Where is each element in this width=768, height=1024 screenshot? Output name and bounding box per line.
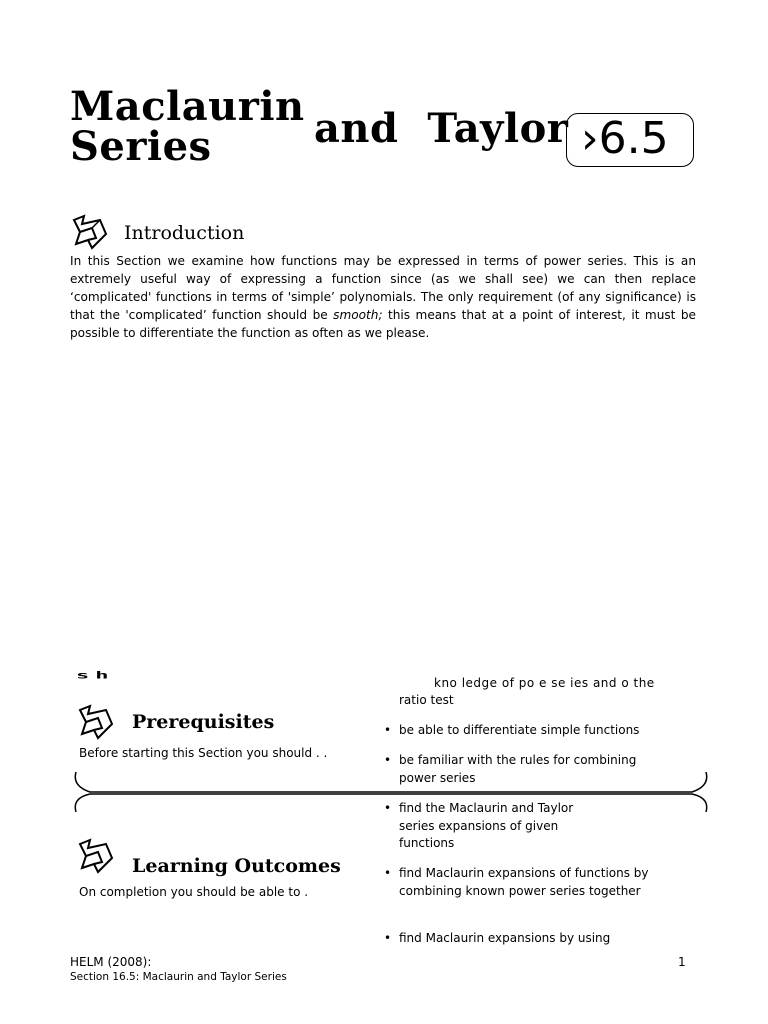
- garbled-ratio-test: ratio test: [399, 693, 454, 707]
- learning-outcomes-icon: [76, 838, 116, 874]
- prerequisites-heading: Prerequisites: [132, 711, 275, 733]
- prerequisites-icon: [76, 704, 116, 740]
- intro-text-part2: this means that at a point of interest, it must be possible to differentiate the function as often as we please.: [70, 308, 696, 340]
- page-number: 1: [678, 955, 686, 969]
- learning-outcomes-lead: On completion you should be able to .: [79, 885, 309, 899]
- outcome-item: • find Maclaurin expansions by using: [384, 931, 611, 945]
- footer-helm: HELM (2008):: [70, 955, 152, 969]
- prerequisite-item: • be able to differentiate simple functions: [384, 723, 640, 737]
- title-maclaurin: Maclaurin: [70, 83, 305, 130]
- introduction-icon: [70, 214, 110, 250]
- learning-outcomes-list: [382, 800, 682, 950]
- title-series: Series: [70, 123, 212, 170]
- title-and-taylor: and Taylor: [314, 105, 569, 152]
- learning-outcomes-heading: Learning Outcomes: [132, 855, 341, 877]
- intro-text-part1: In this Section we examine how functions may be expressed in terms of power series. This is an extremely useful way of expressing a function since (as we shall see) we can then replace ‘complicated' functions in terms of 'simple’ polynomials. The only requirement (of any significance) is that the 'complicated’ function should be: [70, 254, 696, 322]
- footer-section-title: Section 16.5: Maclaurin and Taylor Series: [70, 971, 287, 983]
- section-number-badge: ›6.5: [566, 113, 694, 167]
- outcome-item: • find the Maclaurin and Taylor series expansions of given functions: [384, 801, 574, 850]
- garbled-knowledge-line: kno ledge of po e se ies and o the: [434, 676, 655, 690]
- prerequisites-lead: Before starting this Section you should . .: [79, 746, 328, 760]
- prerequisite-item: • be familiar with the rules for combining power series: [384, 753, 637, 785]
- introduction-paragraph: [70, 252, 696, 342]
- introduction-heading: Introduction: [124, 222, 245, 244]
- outcome-item: • find Maclaurin expansions of functions by combining known power series together: [384, 866, 649, 898]
- intro-emphasis-smooth: smooth;: [333, 308, 383, 322]
- garbled-sh-text: sh: [76, 670, 115, 682]
